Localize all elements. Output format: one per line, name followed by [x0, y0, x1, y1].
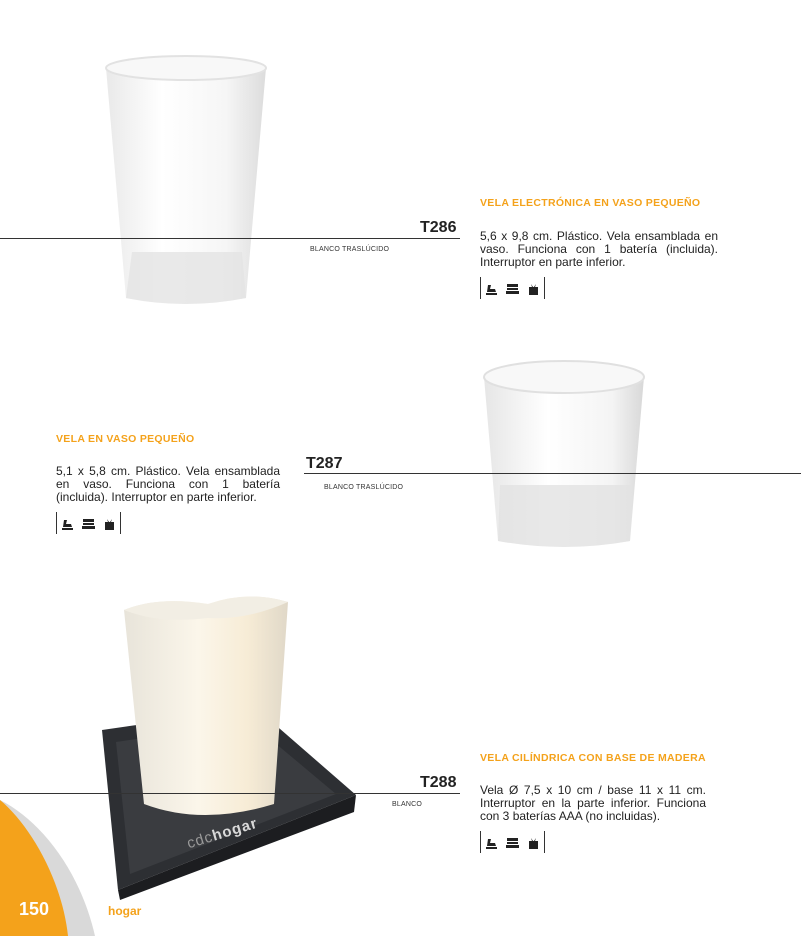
printing-method-icon	[61, 517, 74, 529]
base-logo-bold: hogar	[210, 814, 260, 845]
product-code: T288	[420, 774, 457, 791]
product-image-t286	[102, 52, 270, 310]
packaging-icon	[506, 282, 519, 294]
icon-divider	[120, 512, 121, 534]
product-code: T286	[420, 219, 457, 236]
product-description: 5,1 x 5,8 cm. Plástico. Vela ensamblada en vaso. Funciona con 1 batería (incluida). Interruptor en parte inferior.	[56, 464, 280, 504]
product-description: Vela Ø 7,5 x 10 cm / base 11 x 11 cm. Interruptor en la parte inferior. Funciona con 3 baterías AAA (no incluidas).	[480, 783, 706, 823]
product-color: BLANCO TRASLÚCIDO	[324, 484, 404, 491]
product-icons	[56, 512, 121, 534]
gift-box-icon	[527, 282, 540, 294]
product-title: VELA EN VASO PEQUEÑO	[56, 433, 195, 445]
product-color: BLANCO	[392, 801, 422, 808]
product-color: BLANCO TRASLÚCIDO	[310, 246, 390, 253]
icon-divider	[56, 512, 57, 534]
product-image-t287	[480, 355, 648, 553]
product-icons	[480, 831, 545, 853]
base-logo-light: cdc	[185, 828, 216, 853]
icon-divider	[480, 277, 481, 299]
printing-method-icon	[485, 282, 498, 294]
section-label: hogar	[108, 904, 142, 918]
product-rule-t286	[0, 238, 460, 239]
gift-box-icon	[103, 517, 116, 529]
packaging-icon	[506, 836, 519, 848]
product-code: T287	[306, 455, 343, 472]
product-rule-t288	[0, 793, 460, 794]
product-title: VELA CILÍNDRICA CON BASE DE MADERA	[480, 752, 706, 764]
icon-divider	[544, 277, 545, 299]
product-image-t288	[98, 590, 358, 900]
icon-divider	[544, 831, 545, 853]
product-description: 5,6 x 9,8 cm. Plástico. Vela ensamblada en vaso. Funciona con 1 batería (incluida). Interruptor en parte inferior.	[480, 229, 718, 269]
product-title: VELA ELECTRÓNICA EN VASO PEQUEÑO	[480, 197, 701, 209]
printing-method-icon	[485, 836, 498, 848]
gift-box-icon	[527, 836, 540, 848]
product-rule-t287	[304, 473, 801, 474]
page-number: 150	[19, 899, 50, 919]
corner-decoration	[0, 780, 110, 936]
packaging-icon	[82, 517, 95, 529]
icon-divider	[480, 831, 481, 853]
product-icons	[480, 277, 545, 299]
